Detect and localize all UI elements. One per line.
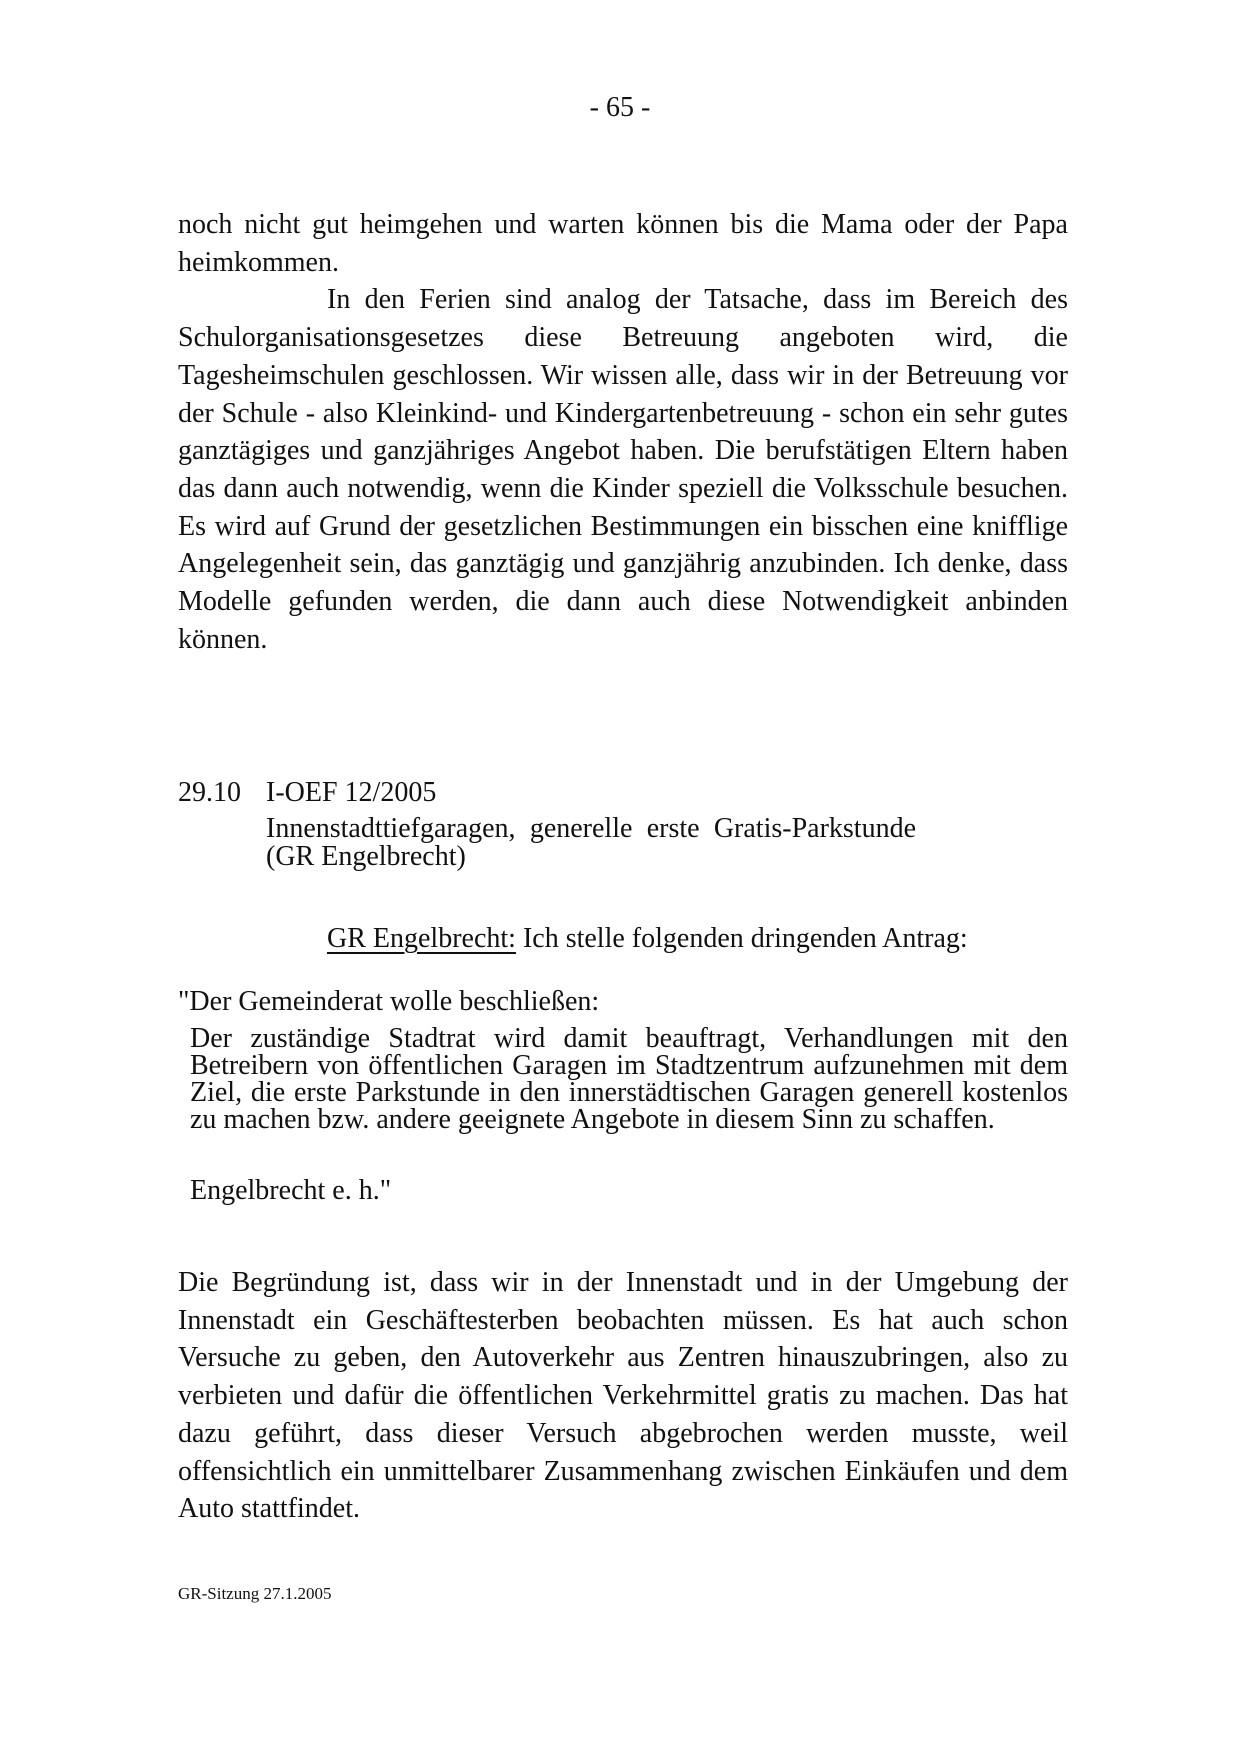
speaker-name: GR Engelbrecht: <box>327 923 516 954</box>
motion-intro: "Der Gemeinderat wolle beschließen: <box>178 986 600 1017</box>
paragraph-begruendung: Die Begründung ist, dass wir in der Innenstadt und in der Umgebung der Innenstadt ein Geschäftesterben beobachten müssen. Es hat auch schon Versuche zu geben, den Autoverkehr aus Zentren hinauszubringen, also zu verbieten und dafür die öffentlichen Verkehrmittel gratis zu machen. Das hat dazu geführt, dass dieser Versuch abgebrochen werden musste, weil offensichtlich ein unmittelbarer Zusammenhang zwischen Einkäufen und dem Auto stattfindet. <box>178 1267 1068 1525</box>
page-footer: GR-Sitzung 27.1.2005 <box>178 1584 332 1603</box>
motion-signature: Engelbrecht e. h." <box>190 1175 392 1206</box>
paragraph-continuation: noch nicht gut heimgehen und warten können bis die Mama oder der Papa heimkommen. <box>178 209 1068 278</box>
paragraph-ferien: In den Ferien sind analog der Tatsache, dass im Bereich des Schulorganisationsgesetzes diese Betreuung angeboten wird, die Tagesheimschulen geschlossen. Wir wissen alle, dass wir in der Betreuung vor der Schule - also Kleinkind- und Kindergartenbetreuung - schon ein sehr gutes ganztägiges und ganzjähriges Angebot haben. Die berufstätigen Eltern haben das dann auch notwendig, wenn die Kinder speziell die Volksschule besuchen. Es wird auf Grund der gesetzlichen Bestimmungen ein bisschen eine knifflige Angelegenheit sein, das ganztägig und ganzjährig anzubinden. Ich denke, dass Modelle gefunden werden, die dann auch diese Notwendigkeit anbinden können. <box>178 284 1068 655</box>
opening-text <box>178 206 1068 658</box>
agenda-item-number: 29.10 <box>178 777 241 808</box>
page-number: - 65 - <box>589 92 651 123</box>
closing-text <box>178 1264 1068 1528</box>
speaker-statement: Ich stelle folgenden dringenden Antrag: <box>522 923 968 954</box>
motion-body: Der zuständige Stadtrat wird damit beauftragt, Verhandlungen mit den Betreibern von öffentlichen Garagen im Stadtzentrum aufzunehmen mit dem Ziel, die erste Parkstunde in den innerstädtischen Garagen generell kostenlos zu machen bzw. andere geeignete Angebote in diesem Sinn zu schaffen. <box>190 1023 1068 1135</box>
agenda-item-code: I-OEF 12/2005 <box>266 777 437 808</box>
agenda-item-heading <box>178 774 436 811</box>
agenda-item-title: Innenstadttiefgaragen, generelle erste Gratis-Parkstunde (GR Engelbrecht) <box>266 813 916 872</box>
speaker-line <box>327 920 968 957</box>
